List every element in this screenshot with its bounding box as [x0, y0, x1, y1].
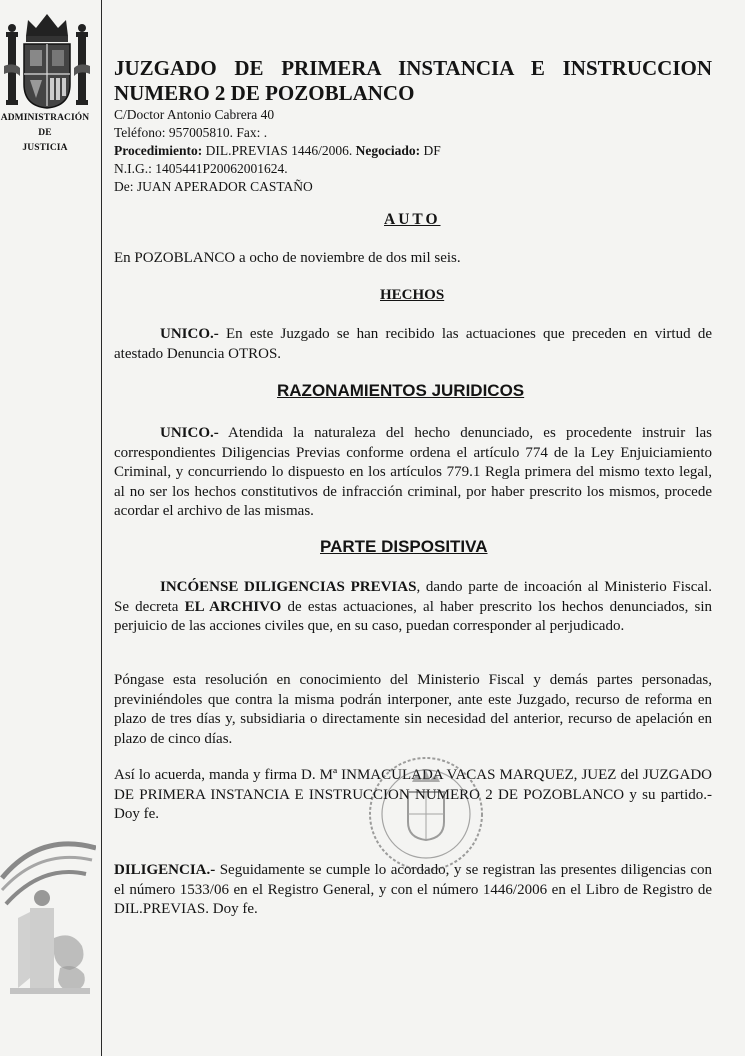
court-phone: Teléfono: 957005810. Fax: . [114, 125, 268, 140]
left-sidebar [0, 0, 100, 1056]
diligencia-text: Seguidamente se cumple lo acordado, y se registran las presentes diligencias con el número 1533/06 en el Registro General, y con el número 1446/2006 en el Libro de Registro de DIL.PREVIAS. Doy fe. [114, 862, 712, 917]
junta-andalucia-logo-icon [0, 838, 96, 1010]
place-date: En POZOBLANCO a ocho de noviembre de dos mil seis. [114, 250, 461, 266]
admin-label-line-1: ADMINISTRACIÓN [0, 113, 90, 123]
razonamientos-paragraph [114, 424, 712, 522]
admin-label-line-3: JUSTICIA [22, 143, 68, 153]
court-address: C/Doctor Antonio Cabrera 40 [114, 107, 275, 122]
razonamientos-bold: UNICO.- [160, 425, 219, 441]
parte-dispositiva-paragraph [114, 578, 712, 637]
razonamientos-heading: RAZONAMIENTOS JURIDICOS [277, 381, 525, 400]
firma-paragraph: Así lo acuerda, manda y firma D. Mª INMACULADA VACAS MARQUEZ, JUEZ del JUZGADO DE PRIMERA INSTANCIA E INSTRUCCION NUMERO 2 DE POZOBLANCO y su partido.- Doy fe. [114, 767, 712, 822]
hechos-heading: HECHOS [380, 287, 445, 303]
negociado-value: DF [420, 143, 441, 158]
admin-label-line-2: DE [38, 128, 52, 138]
from-line: De: JUAN APERADOR CASTAÑO [114, 179, 313, 194]
court-name-line-1: JUZGADO DE PRIMERA INSTANCIA E INSTRUCCION [114, 56, 712, 80]
procedure-line [114, 142, 441, 160]
court-seal-stamp-icon [356, 752, 496, 882]
procedure-value: DIL.PREVIAS 1446/2006. [202, 143, 356, 158]
spanish-coat-of-arms-icon [4, 6, 90, 110]
margin-rule [101, 0, 102, 1056]
court-name-line-2: NUMERO 2 DE POZOBLANCO [114, 81, 415, 105]
negociado-label: Negociado: [355, 143, 421, 158]
parte-text-2: de estas actuaciones, al haber prescrito los hechos denunciados, sin perjuicio de las acciones civiles que, en su caso, puedan corresponder al perjudicado. [114, 598, 713, 634]
parte-bold-1: INCÓENSE DILIGENCIAS PREVIAS [160, 579, 417, 595]
nig-line: N.I.G.: 1405441P20062001624. [114, 161, 288, 176]
parte-bold-2: EL ARCHIVO [184, 598, 282, 615]
notificacion-paragraph: Póngase esta resolución en conocimiento del Ministerio Fiscal y demás partes personadas, previniéndoles que contra la misma podrán interponer, ante este Juzgado, recurso de reforma en plazo de tres días y, subsidiaria o directamente sin necesidad del anterior, recurso de apelación en plazo de cinco días. [114, 672, 712, 747]
hechos-bold: UNICO.- [160, 326, 219, 342]
diligencia-bold: DILIGENCIA.- [114, 862, 216, 878]
document-title: AUTO [384, 211, 441, 228]
hechos-text: En este Juzgado se han recibido las actuaciones que preceden en virtud de atestado Denuncia OTROS. [114, 326, 712, 362]
procedure-label: Procedimiento: [114, 143, 203, 158]
parte-text-1: , dando parte de incoación al Ministerio Fiscal. Se decreta [114, 579, 712, 615]
hechos-paragraph [114, 325, 712, 364]
razonamientos-text: Atendida la naturaleza del hecho denunciado, es procedente instruir las correspondientes Diligencias Previas conforme ordena el artículo 774 de la Ley Enjuiciamiento Criminal, y concurriendo lo dispuesto en los artículos 779.1 Regla primera del mismo texto legal, al no ser los hechos constitutivos de infracción criminal, por haber prescrito los mismos, procede acordar el archivo de las mismas. [114, 425, 712, 519]
administracion-de-justicia-label [0, 111, 90, 156]
parte-dispositiva-heading: PARTE DISPOSITIVA [320, 537, 488, 556]
